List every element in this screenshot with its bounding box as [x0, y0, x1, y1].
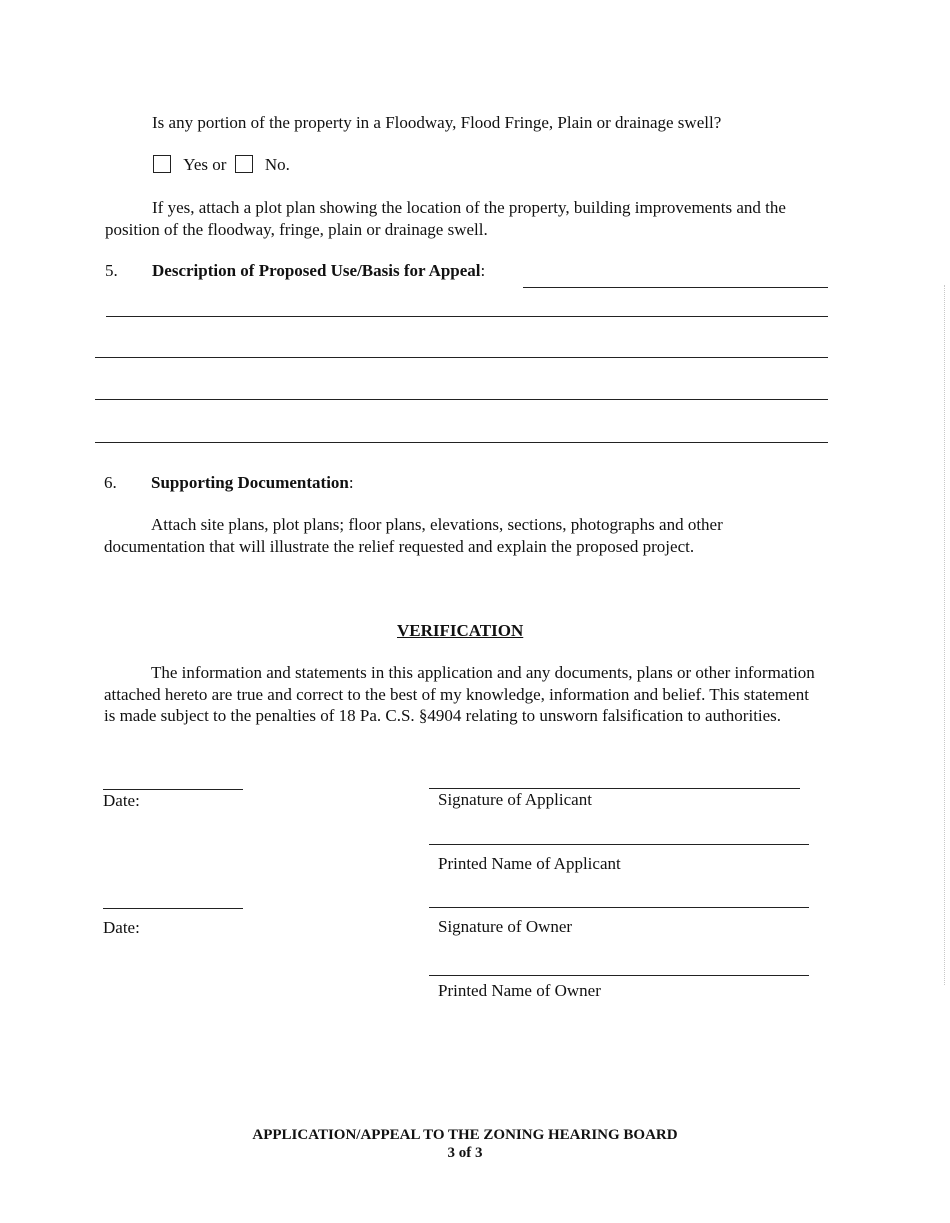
signature-owner-line[interactable]	[429, 907, 809, 908]
signature-applicant-label: Signature of Applicant	[438, 790, 592, 809]
no-label: No.	[264, 155, 290, 174]
scan-edge	[944, 285, 945, 985]
footer-title: APPLICATION/APPEAL TO THE ZONING HEARING BOARD	[252, 1127, 678, 1143]
section6-heading-row	[151, 473, 354, 493]
section6-heading: Supporting Documentation	[151, 473, 349, 492]
flood-question: Is any portion of the property in a Floodway, Flood Fringe, Plain or drainage swell?	[152, 113, 722, 132]
printed-name-applicant-label: Printed Name of Applicant	[438, 854, 621, 873]
flood-answer-row	[153, 155, 290, 175]
section5-heading-row	[152, 261, 485, 281]
date-line-applicant[interactable]	[103, 789, 243, 790]
signature-applicant-line[interactable]	[429, 788, 800, 789]
section5-colon: :	[480, 261, 486, 280]
section6-body: Attach site plans, plot plans; floor plans, elevations, sections, photographs and other documentation that will illustrate the relief requested and explain the proposed project.	[104, 515, 723, 556]
yes-checkbox[interactable]	[153, 155, 171, 173]
appeal-basis-line-5[interactable]	[95, 442, 828, 443]
yes-label: Yes or	[183, 155, 227, 174]
printed-name-applicant-line[interactable]	[429, 844, 809, 845]
section6-number: 6.	[104, 473, 117, 492]
no-checkbox[interactable]	[235, 155, 253, 173]
verification-title: VERIFICATION	[397, 621, 524, 640]
appeal-basis-line-4[interactable]	[95, 399, 828, 400]
date-line-owner[interactable]	[103, 908, 243, 909]
printed-name-owner-line[interactable]	[429, 975, 809, 976]
section6-colon: :	[348, 473, 354, 492]
section5-number: 5.	[105, 261, 118, 280]
printed-name-owner-label: Printed Name of Owner	[438, 981, 601, 1000]
appeal-basis-line-3[interactable]	[95, 357, 828, 358]
flood-instruction: If yes, attach a plot plan showing the location of the property, building improvements and the position of the floodway, fringe, plain or drainage swell.	[105, 198, 786, 239]
date-label-applicant: Date:	[103, 791, 140, 810]
date-label-owner: Date:	[103, 918, 140, 937]
verification-body: The information and statements in this application and any documents, plans or other information attached hereto are true and correct to the best of my knowledge, information and belief. This statement is made subject to the penalties of 18 Pa. C.S. §4904 relating to unsworn falsification to authorities.	[104, 663, 815, 725]
section5-heading: Description of Proposed Use/Basis for Appeal	[152, 261, 481, 280]
footer-page-number: 3 of 3	[447, 1145, 483, 1161]
signature-owner-label: Signature of Owner	[438, 917, 573, 936]
appeal-basis-line-2[interactable]	[106, 316, 828, 317]
appeal-basis-line-1[interactable]	[523, 287, 828, 288]
